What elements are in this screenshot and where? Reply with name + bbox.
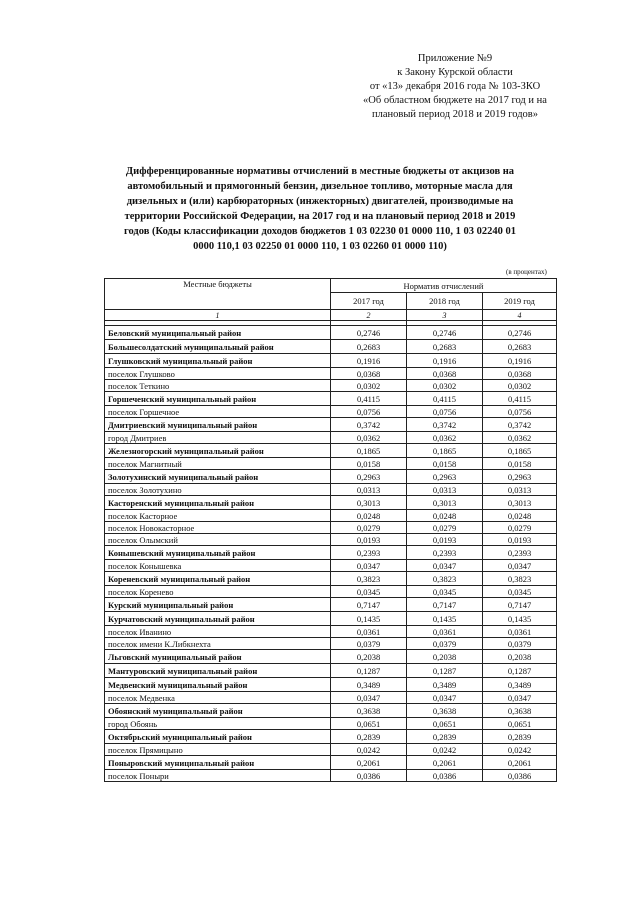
col-header-budgets: Местные бюджеты bbox=[105, 279, 331, 310]
norm-value-2017: 0,0313 bbox=[331, 484, 407, 496]
appendix-line: Приложение №9 bbox=[417, 53, 493, 64]
district-row bbox=[105, 704, 557, 718]
norm-value-2018: 0,0302 bbox=[407, 380, 483, 392]
document-title bbox=[100, 164, 540, 254]
norms-table bbox=[104, 278, 557, 782]
budget-name: поселок Золотухино bbox=[105, 484, 331, 496]
title-line: территории Российской Федерации, на 2017 год и на плановый период 2018 и 2019 bbox=[124, 211, 516, 222]
budget-name: Конышевский муниципальный район bbox=[105, 546, 331, 560]
title-line: 0000 110,1 03 02250 01 0000 110, 1 03 02260 01 0000 110) bbox=[193, 241, 447, 252]
norm-value-2017: 0,2963 bbox=[331, 470, 407, 484]
settlement-row bbox=[105, 510, 557, 522]
budget-name: Курчатовский муниципальный район bbox=[105, 612, 331, 626]
budget-name: поселок Конышевка bbox=[105, 560, 331, 572]
norm-value-2017: 0,4115 bbox=[331, 392, 407, 406]
norm-value-2018: 0,0193 bbox=[407, 534, 483, 546]
district-row bbox=[105, 546, 557, 560]
norm-value-2018: 0,0279 bbox=[407, 522, 483, 534]
norm-value-2019: 0,2038 bbox=[483, 650, 557, 664]
norm-value-2019: 0,2683 bbox=[483, 340, 557, 354]
appendix-line: к Закону Курской области bbox=[397, 67, 513, 78]
title-line: автомобильный и прямогонный бензин, дизельное топливо, моторные масла для bbox=[127, 181, 513, 192]
budget-name: поселок Прямицыно bbox=[105, 744, 331, 756]
settlement-row bbox=[105, 458, 557, 470]
norm-value-2017: 0,1865 bbox=[331, 444, 407, 458]
norm-value-2019: 0,1287 bbox=[483, 664, 557, 678]
settlement-row bbox=[105, 770, 557, 782]
norm-value-2017: 0,2839 bbox=[331, 730, 407, 744]
district-row bbox=[105, 730, 557, 744]
norm-value-2019: 0,0379 bbox=[483, 638, 557, 650]
norm-value-2019: 0,4115 bbox=[483, 392, 557, 406]
budget-name: город Дмитриев bbox=[105, 432, 331, 444]
norm-value-2019: 0,2061 bbox=[483, 756, 557, 770]
norm-value-2019: 0,0193 bbox=[483, 534, 557, 546]
norm-value-2018: 0,2746 bbox=[407, 326, 483, 340]
budget-name: поселок Горшечное bbox=[105, 406, 331, 418]
budget-name: Дмитриевский муниципальный район bbox=[105, 418, 331, 432]
norm-value-2017: 0,3638 bbox=[331, 704, 407, 718]
settlement-row bbox=[105, 534, 557, 546]
col-number: 1 bbox=[105, 310, 331, 321]
norm-value-2019: 0,0347 bbox=[483, 560, 557, 572]
norm-value-2019: 0,0242 bbox=[483, 744, 557, 756]
norm-value-2019: 0,0386 bbox=[483, 770, 557, 782]
norm-value-2017: 0,0361 bbox=[331, 626, 407, 638]
settlement-row bbox=[105, 484, 557, 496]
norm-value-2017: 0,2038 bbox=[331, 650, 407, 664]
budget-name: Горшеченский муниципальный район bbox=[105, 392, 331, 406]
budget-name: Медвенский муниципальный район bbox=[105, 678, 331, 692]
norm-value-2018: 0,3823 bbox=[407, 572, 483, 586]
settlement-row bbox=[105, 626, 557, 638]
district-row bbox=[105, 418, 557, 432]
col-header-year: 2017 год bbox=[331, 293, 407, 310]
norm-value-2019: 0,0313 bbox=[483, 484, 557, 496]
norm-value-2017: 0,3489 bbox=[331, 678, 407, 692]
norm-value-2017: 0,0386 bbox=[331, 770, 407, 782]
district-row bbox=[105, 340, 557, 354]
appendix-header bbox=[340, 52, 570, 122]
budget-name: поселок Магнитный bbox=[105, 458, 331, 470]
col-header-year: 2019 год bbox=[483, 293, 557, 310]
norm-value-2018: 0,7147 bbox=[407, 598, 483, 612]
norm-value-2019: 0,0347 bbox=[483, 692, 557, 704]
norm-value-2019: 0,2393 bbox=[483, 546, 557, 560]
norm-value-2018: 0,3013 bbox=[407, 496, 483, 510]
norm-value-2017: 0,0362 bbox=[331, 432, 407, 444]
norm-value-2018: 0,2839 bbox=[407, 730, 483, 744]
norm-value-2019: 0,0756 bbox=[483, 406, 557, 418]
norm-value-2017: 0,0756 bbox=[331, 406, 407, 418]
district-row bbox=[105, 444, 557, 458]
norm-value-2019: 0,0248 bbox=[483, 510, 557, 522]
budget-name: город Обоянь bbox=[105, 718, 331, 730]
norm-value-2019: 0,3013 bbox=[483, 496, 557, 510]
settlement-row bbox=[105, 638, 557, 650]
budget-name: поселок Поныри bbox=[105, 770, 331, 782]
district-row bbox=[105, 756, 557, 770]
norm-value-2018: 0,0651 bbox=[407, 718, 483, 730]
norm-value-2018: 0,0347 bbox=[407, 560, 483, 572]
settlement-row bbox=[105, 522, 557, 534]
norm-value-2017: 0,2061 bbox=[331, 756, 407, 770]
title-line: дизельных и (или) карбюраторных (инжекторных) двигателей, производимые на bbox=[126, 196, 514, 207]
norm-value-2019: 0,1916 bbox=[483, 354, 557, 368]
norm-value-2017: 0,0193 bbox=[331, 534, 407, 546]
budget-name: Льговский муниципальный район bbox=[105, 650, 331, 664]
norm-value-2017: 0,0347 bbox=[331, 560, 407, 572]
norm-value-2018: 0,1916 bbox=[407, 354, 483, 368]
norm-value-2017: 0,0158 bbox=[331, 458, 407, 470]
budget-name: Большесолдатский муниципальный район bbox=[105, 340, 331, 354]
norm-value-2019: 0,3742 bbox=[483, 418, 557, 432]
norm-value-2017: 0,3823 bbox=[331, 572, 407, 586]
norm-value-2017: 0,0347 bbox=[331, 692, 407, 704]
budget-name: поселок Иванино bbox=[105, 626, 331, 638]
district-row bbox=[105, 326, 557, 340]
district-row bbox=[105, 650, 557, 664]
norm-value-2017: 0,0651 bbox=[331, 718, 407, 730]
norm-value-2018: 0,2963 bbox=[407, 470, 483, 484]
district-row bbox=[105, 678, 557, 692]
appendix-line: «Об областном бюджете на 2017 год и на bbox=[363, 95, 547, 106]
col-number: 2 bbox=[331, 310, 407, 321]
settlement-row bbox=[105, 432, 557, 444]
col-number: 3 bbox=[407, 310, 483, 321]
district-row bbox=[105, 354, 557, 368]
budget-name: Поныровский муниципальный район bbox=[105, 756, 331, 770]
district-row bbox=[105, 496, 557, 510]
norm-value-2018: 0,1435 bbox=[407, 612, 483, 626]
norm-value-2018: 0,0313 bbox=[407, 484, 483, 496]
appendix-line: плановый период 2018 и 2019 годов» bbox=[372, 109, 538, 120]
budget-name: Кореневский муниципальный район bbox=[105, 572, 331, 586]
norm-value-2019: 0,2839 bbox=[483, 730, 557, 744]
norm-value-2017: 0,0302 bbox=[331, 380, 407, 392]
norm-value-2018: 0,1287 bbox=[407, 664, 483, 678]
norm-value-2017: 0,3013 bbox=[331, 496, 407, 510]
budget-name: Золотухинский муниципальный район bbox=[105, 470, 331, 484]
title-line: Дифференцированные нормативы отчислений в местные бюджеты от акцизов на bbox=[125, 166, 515, 177]
budget-name: поселок Олымский bbox=[105, 534, 331, 546]
norm-value-2019: 0,0651 bbox=[483, 718, 557, 730]
budget-name: поселок Касторное bbox=[105, 510, 331, 522]
norm-value-2017: 0,0379 bbox=[331, 638, 407, 650]
appendix-line: от «13» декабря 2016 года № 103-ЗКО bbox=[369, 81, 541, 92]
norm-value-2018: 0,3638 bbox=[407, 704, 483, 718]
norm-value-2017: 0,0368 bbox=[331, 368, 407, 380]
norm-value-2019: 0,0368 bbox=[483, 368, 557, 380]
norm-value-2018: 0,0242 bbox=[407, 744, 483, 756]
norm-value-2017: 0,0345 bbox=[331, 586, 407, 598]
budget-name: Мантуровский муниципальный район bbox=[105, 664, 331, 678]
norm-value-2018: 0,3742 bbox=[407, 418, 483, 432]
settlement-row bbox=[105, 560, 557, 572]
norm-value-2017: 0,0248 bbox=[331, 510, 407, 522]
norm-value-2018: 0,0379 bbox=[407, 638, 483, 650]
budget-name: Курский муниципальный район bbox=[105, 598, 331, 612]
norm-value-2019: 0,1435 bbox=[483, 612, 557, 626]
settlement-row bbox=[105, 692, 557, 704]
table-body bbox=[105, 326, 557, 782]
norm-value-2018: 0,4115 bbox=[407, 392, 483, 406]
norm-value-2018: 0,1865 bbox=[407, 444, 483, 458]
norm-value-2017: 0,0279 bbox=[331, 522, 407, 534]
norm-value-2017: 0,1916 bbox=[331, 354, 407, 368]
norm-value-2018: 0,0368 bbox=[407, 368, 483, 380]
norm-value-2018: 0,2061 bbox=[407, 756, 483, 770]
budget-name: поселок Коренево bbox=[105, 586, 331, 598]
budget-name: поселок Медвенка bbox=[105, 692, 331, 704]
norm-value-2018: 0,0756 bbox=[407, 406, 483, 418]
col-header-year: 2018 год bbox=[407, 293, 483, 310]
norm-value-2018: 0,0158 bbox=[407, 458, 483, 470]
norm-value-2017: 0,0242 bbox=[331, 744, 407, 756]
norm-value-2018: 0,0248 bbox=[407, 510, 483, 522]
settlement-row bbox=[105, 718, 557, 730]
budget-name: поселок Теткино bbox=[105, 380, 331, 392]
norm-value-2019: 0,7147 bbox=[483, 598, 557, 612]
norm-value-2018: 0,0347 bbox=[407, 692, 483, 704]
norm-value-2018: 0,2683 bbox=[407, 340, 483, 354]
budget-name: Глушковский муниципальный район bbox=[105, 354, 331, 368]
norm-value-2017: 0,1287 bbox=[331, 664, 407, 678]
norm-value-2019: 0,2746 bbox=[483, 326, 557, 340]
norm-value-2018: 0,2038 bbox=[407, 650, 483, 664]
norm-value-2019: 0,3823 bbox=[483, 572, 557, 586]
district-row bbox=[105, 572, 557, 586]
title-line: годов (Коды классификации доходов бюджетов 1 03 02230 01 0000 110, 1 03 02240 01 bbox=[123, 226, 517, 237]
norm-value-2019: 0,3489 bbox=[483, 678, 557, 692]
district-row bbox=[105, 612, 557, 626]
norm-value-2018: 0,0362 bbox=[407, 432, 483, 444]
budget-name: Обоянский муниципальный район bbox=[105, 704, 331, 718]
budget-name: Касторенский муниципальный район bbox=[105, 496, 331, 510]
norm-value-2019: 0,0345 bbox=[483, 586, 557, 598]
settlement-row bbox=[105, 406, 557, 418]
col-number: 4 bbox=[483, 310, 557, 321]
norm-value-2019: 0,0158 bbox=[483, 458, 557, 470]
norm-value-2017: 0,2746 bbox=[331, 326, 407, 340]
budget-name: поселок имени К.Либкнехта bbox=[105, 638, 331, 650]
settlement-row bbox=[105, 744, 557, 756]
district-row bbox=[105, 392, 557, 406]
norm-value-2018: 0,0361 bbox=[407, 626, 483, 638]
district-row bbox=[105, 470, 557, 484]
norm-value-2018: 0,3489 bbox=[407, 678, 483, 692]
norm-value-2019: 0,0361 bbox=[483, 626, 557, 638]
budget-name: поселок Глушково bbox=[105, 368, 331, 380]
norm-value-2019: 0,2963 bbox=[483, 470, 557, 484]
settlement-row bbox=[105, 380, 557, 392]
budget-name: Железногорский муниципальный район bbox=[105, 444, 331, 458]
district-row bbox=[105, 664, 557, 678]
norm-value-2019: 0,3638 bbox=[483, 704, 557, 718]
norm-value-2018: 0,0345 bbox=[407, 586, 483, 598]
district-row bbox=[105, 598, 557, 612]
norm-value-2018: 0,2393 bbox=[407, 546, 483, 560]
norm-value-2017: 0,7147 bbox=[331, 598, 407, 612]
budget-name: поселок Новокасторное bbox=[105, 522, 331, 534]
budget-name: Беловский муниципальный район bbox=[105, 326, 331, 340]
settlement-row bbox=[105, 368, 557, 380]
norm-value-2019: 0,0302 bbox=[483, 380, 557, 392]
units-note: (в процентах) bbox=[506, 268, 547, 276]
norm-value-2017: 0,1435 bbox=[331, 612, 407, 626]
norm-value-2017: 0,3742 bbox=[331, 418, 407, 432]
norm-value-2018: 0,0386 bbox=[407, 770, 483, 782]
norm-value-2019: 0,1865 bbox=[483, 444, 557, 458]
norm-value-2019: 0,0279 bbox=[483, 522, 557, 534]
budget-name: Октябрьский муниципальный район bbox=[105, 730, 331, 744]
col-header-norm: Норматив отчислений bbox=[331, 279, 557, 293]
norm-value-2019: 0,0362 bbox=[483, 432, 557, 444]
norm-value-2017: 0,2683 bbox=[331, 340, 407, 354]
norm-value-2017: 0,2393 bbox=[331, 546, 407, 560]
settlement-row bbox=[105, 586, 557, 598]
